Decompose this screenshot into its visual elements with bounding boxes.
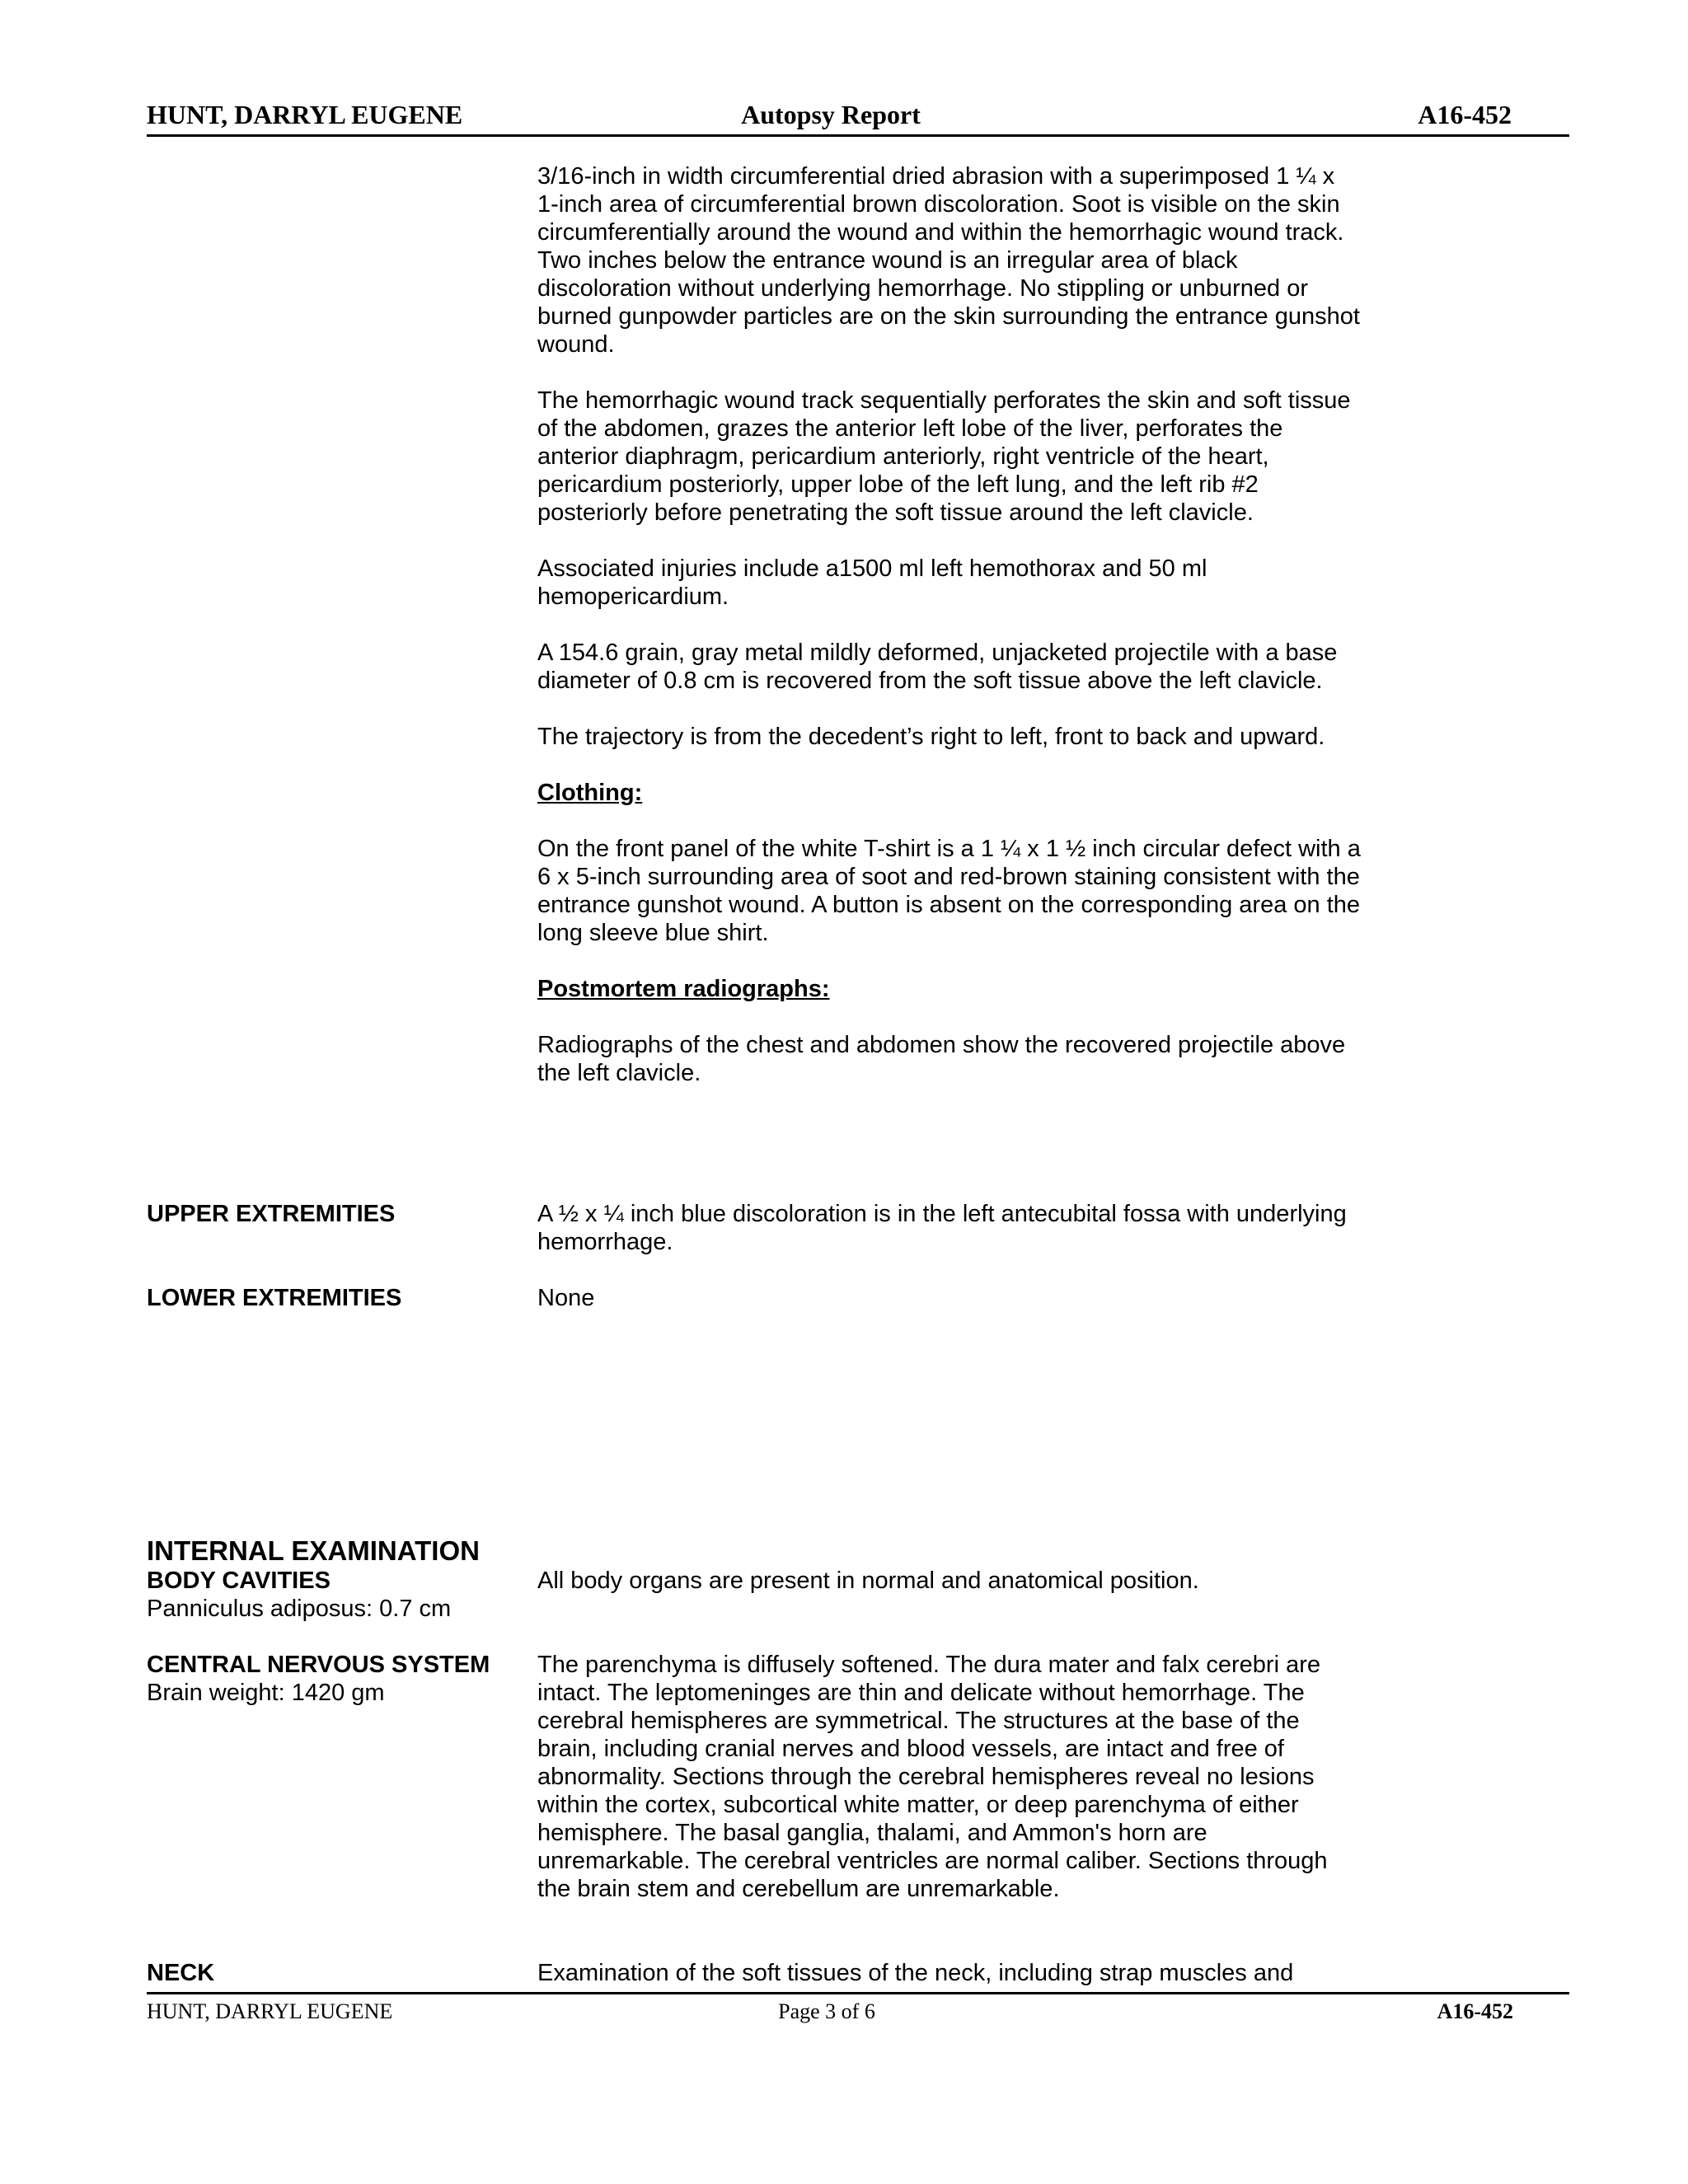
clothing-text: On the front panel of the white T-shirt is a 1 ¼ x 1 ½ inch circular defect with a 6 x 5-inch surrounding area of soot and red-brown staining consistent with the entrance gunshot wound. A button is absent on the corresponding area on the long sleeve blue shirt. bbox=[537, 836, 1361, 946]
upper-extremities-block bbox=[537, 1200, 1362, 1284]
wound-paragraph-5: The trajectory is from the decedent’s right to left, front to back and upward. bbox=[537, 724, 1325, 750]
header-case-number: A16-452 bbox=[1418, 100, 1512, 129]
cns-label: CENTRAL NERVOUS SYSTEM bbox=[147, 1652, 490, 1678]
upper-extremities-label: UPPER EXTREMITIES bbox=[147, 1201, 396, 1227]
neck-text: Examination of the soft tissues of the neck, including strap muscles and bbox=[537, 1960, 1294, 1986]
lower-extremities-label-block bbox=[147, 1284, 526, 1312]
body-cavities-label: BODY CAVITIES bbox=[147, 1568, 331, 1594]
cns-block bbox=[537, 1651, 1362, 1931]
lower-extremities-label: LOWER EXTREMITIES bbox=[147, 1285, 402, 1311]
header-decedent-name: HUNT, DARRYL EUGENE bbox=[147, 100, 463, 129]
wound-paragraph-2: The hemorrhagic wound track sequentially perforates the skin and soft tissue of the abdomen, grazes the anterior left lobe of the liver, perforates the anterior diaphragm, pericardium anteriorly, right ventricle of the heart, pericardium posteriorly, upper lobe of the left lung, and the left rib #2 posteriorly before penetrating the soft tissue around the left clavicle. bbox=[537, 387, 1351, 526]
body-cavities-block bbox=[537, 1567, 1362, 1623]
wound-paragraph-1: 3/16-inch in width circumferential dried abrasion with a superimposed 1 ¼ x 1-inch area of circumferential brown discoloration. Soot is visible on the skin circumferentially around the wound and within the hemorrhagic wound track. Two inches below the entrance wound is an irregular area of black discoloration without underlying hemorrhage. No stippling or unburned or burned gunpowder particles are on the skin surrounding the entrance gunshot wound. bbox=[537, 163, 1360, 358]
footer-case-number: A16-452 bbox=[1437, 1999, 1513, 2023]
clothing-heading: Clothing: bbox=[537, 780, 643, 806]
panniculus-value: Panniculus adiposus: 0.7 cm bbox=[147, 1596, 452, 1622]
upper-extremities-label-block bbox=[147, 1200, 526, 1228]
page-footer bbox=[147, 1992, 1569, 2027]
body-cavities-label-block bbox=[147, 1567, 526, 1623]
brain-weight-value: Brain weight: 1420 gm bbox=[147, 1680, 385, 1706]
cns-text: The parenchyma is diffusely softened. The dura mater and falx cerebri are intact. The leptomeninges are thin and delicate without hemorrhage. The cerebral hemispheres are symmetrical. The structures at the base of the brain, including cranial nerves and blood vessels, are intact and free of abnormality. Sections through the cerebral hemispheres reveal no lesions within the cortex, subcortical white matter, or deep parenchyma of either hemisphere. The basal ganglia, thalami, and Ammon's horn are unremarkable. The cerebral ventricles are normal caliber. Sections through the brain stem and cerebellum are unremarkable. bbox=[537, 1652, 1328, 1902]
lower-extremities-block bbox=[537, 1284, 1362, 1340]
footer-page-number: Page 3 of 6 bbox=[778, 1999, 875, 2023]
neck-label-block bbox=[147, 1959, 526, 1987]
neck-label: NECK bbox=[147, 1960, 215, 1986]
radiographs-heading: Postmortem radiographs: bbox=[537, 976, 830, 1002]
lower-extremities-text: None bbox=[537, 1285, 595, 1311]
footer-decedent-name: HUNT, DARRYL EUGENE bbox=[147, 1999, 393, 2023]
header-report-title: Autopsy Report bbox=[741, 100, 921, 129]
cns-label-block bbox=[147, 1651, 526, 1707]
wound-description bbox=[537, 162, 1362, 1115]
upper-extremities-text: A ½ x ¼ inch blue discoloration is in the left antecubital fossa with underlying hemorrhage. bbox=[537, 1201, 1347, 1255]
body-cavities-text: All body organs are present in normal and anatomical position. bbox=[537, 1568, 1199, 1594]
radiographs-text: Radiographs of the chest and abdomen show the recovered projectile above the left clavicle. bbox=[537, 1032, 1346, 1086]
wound-paragraph-3: Associated injuries include a1500 ml left hemothorax and 50 ml hemopericardium. bbox=[537, 555, 1207, 610]
page-header bbox=[147, 96, 1569, 137]
wound-paragraph-4: A 154.6 grain, gray metal mildly deformed, unjacketed projectile with a base diameter of 0.8 cm is recovered from the soft tissue above the left clavicle. bbox=[537, 640, 1338, 694]
internal-examination-title: INTERNAL EXAMINATION bbox=[147, 1535, 480, 1566]
